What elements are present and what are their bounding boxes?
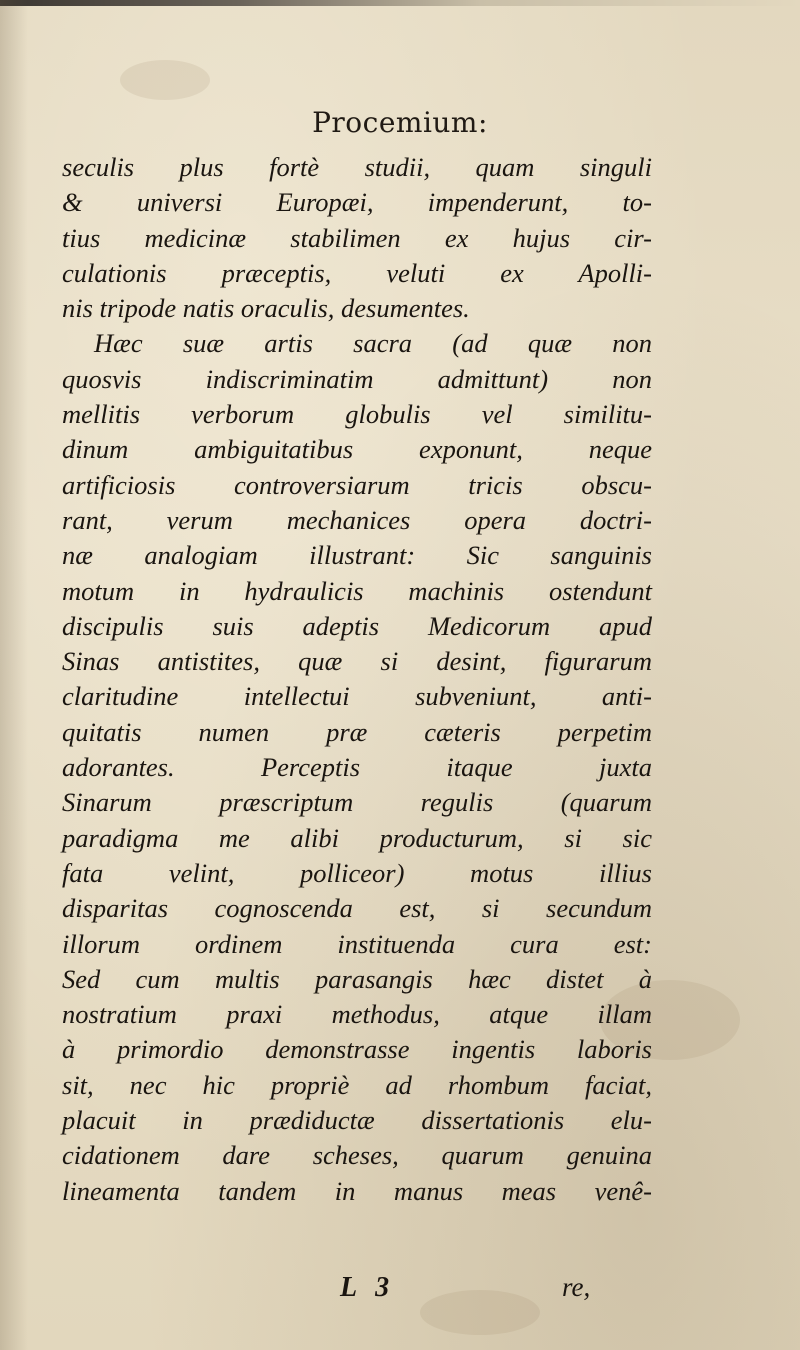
running-head: Procemium: — [312, 106, 488, 139]
text-line: tius medicinæ stabilimen ex hujus cir- — [62, 222, 652, 253]
text-line: paradigma me alibi producturum, si sic — [62, 822, 652, 853]
text-line: à primordio demonstrasse ingentis laboris — [62, 1034, 652, 1065]
text-line: quosvis indiscriminatim admittunt) non — [62, 363, 652, 394]
text-line: cidationem dare scheses, quarum genuina — [62, 1140, 652, 1171]
signature-mark: L 3 — [340, 1272, 396, 1303]
text-line: lineamenta tandem in manus meas venê- — [62, 1175, 652, 1206]
text-line: nostratium praxi methodus, atque illam — [62, 999, 652, 1030]
text-line: dinum ambiguitatibus exponunt, neque — [62, 434, 652, 465]
paper-stain — [120, 60, 210, 100]
text-line: artificiosis controversiarum tricis obscu- — [62, 469, 652, 500]
text-line: motum in hydraulicis machinis ostendunt — [62, 575, 652, 606]
text-line: nis tripode natis oraculis, desumentes. — [62, 293, 470, 324]
text-line: Sinas antistites, quæ si desint, figurarum — [62, 646, 652, 677]
text-line: illorum ordinem instituenda cura est: — [62, 928, 652, 959]
text-line: mellitis verborum globulis vel similitu- — [62, 399, 652, 430]
text-line: sit, nec hic propriè ad rhombum faciat, — [62, 1069, 652, 1100]
page-top-edge — [0, 0, 800, 6]
catchword: re, — [562, 1272, 591, 1302]
text-line: quitatis numen præ cæteris perpetim — [62, 716, 652, 747]
gutter-shadow — [0, 0, 28, 1350]
body-text — [62, 150, 652, 1209]
text-line: næ analogiam illustrant: Sic sanguinis — [62, 540, 652, 571]
text-line: & universi Europæi, impenderunt, to- — [62, 187, 652, 218]
text-line: Sinarum præscriptum regulis (quarum — [62, 787, 652, 818]
text-line: fata velint, polliceor) motus illius — [62, 857, 652, 888]
text-line: Sed cum multis parasangis hæc distet à — [62, 963, 652, 994]
page-footer — [0, 1272, 800, 1312]
text-line: seculis plus fortè studii, quam singuli — [62, 152, 652, 182]
text-line: rant, verum mechanices opera doctri- — [62, 504, 652, 535]
text-line: adorantes. Perceptis itaque juxta — [62, 752, 652, 783]
text-line: discipulis suis adeptis Medicorum apud — [62, 610, 652, 641]
text-line: Hæc suæ artis sacra (ad quæ non — [94, 328, 652, 359]
text-line: culationis præceptis, veluti ex Apolli- — [62, 257, 652, 288]
text-line: claritudine intellectui subveniunt, anti- — [62, 681, 652, 712]
text-line: placuit in prædiductæ dissertationis elu- — [62, 1105, 652, 1136]
text-line: disparitas cognoscenda est, si secundum — [62, 893, 652, 924]
